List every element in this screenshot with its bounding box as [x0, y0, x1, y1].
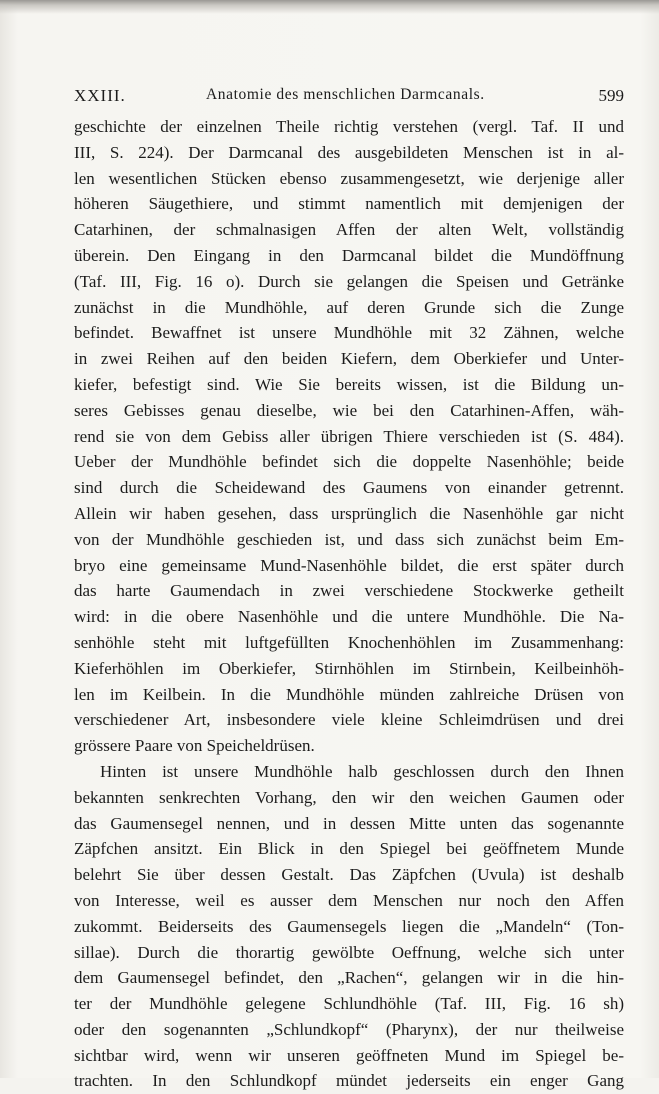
page-edge-shadow — [0, 0, 659, 14]
running-title: Anatomie des menschlichen Darmcanals. — [206, 86, 485, 103]
text-line: Ueber der Mundhöhle befindet sich die doppelte Nasenhöhle; beide — [74, 452, 624, 472]
text-line: Zäpfchen ansitzt. Ein Blick in den Spiegel bei geöffnetem Munde — [74, 839, 624, 859]
text-line: verschiedener Art, insbesondere viele kleine Schleimdrüsen und drei — [74, 710, 624, 730]
text-line: len wesentlichen Stücken ebenso zusammengesetzt, wie derjenige aller — [74, 168, 624, 188]
text-line: rend sie von dem Gebiss aller übrigen Thiere verschieden ist (S. 484). — [74, 426, 624, 446]
page-number: 599 — [598, 86, 624, 105]
text-line: bryo eine gemeinsame Mund-Nasenhöhle bildet, die erst später durch — [74, 555, 624, 575]
text-line: von Interesse, weil es ausser dem Menschen nur noch den Affen — [74, 890, 624, 910]
text-line: Catarhinen, der schmalnasigen Affen der alten Welt, vollständig — [74, 220, 624, 240]
text-line: len im Keilbein. In die Mundhöhle münden zahlreiche Drüsen von — [74, 684, 624, 704]
text-line: sillae). Durch die thorartig gewölbte Oeffnung, welche sich unter — [74, 942, 624, 962]
text-line: befindet. Bewaffnet ist unsere Mundhöhle mit 32 Zähnen, welche — [74, 323, 624, 343]
text-line: das Gaumensegel nennen, und in dessen Mitte unten das sogenannte — [74, 813, 624, 833]
text-line: in zwei Reihen auf den beiden Kiefern, dem Oberkiefer und Unter- — [74, 349, 624, 369]
text-line: III, S. 224). Der Darmcanal des ausgebildeten Menschen ist in al- — [74, 142, 624, 162]
text-line: sichtbar wird, wenn wir unseren geöffneten Mund im Spiegel be- — [74, 1045, 624, 1065]
text-line: Hinten ist unsere Mundhöhle halb geschlossen durch den Ihnen — [100, 761, 624, 781]
text-line: seres Gebisses genau dieselbe, wie bei den Catarhinen-Affen, wäh- — [74, 400, 624, 420]
text-line: grössere Paare von Speicheldrüsen. — [74, 736, 315, 756]
text-line: dem Gaumensegel befindet, den „Rachen“, gelangen wir in die hin- — [74, 968, 624, 988]
text-line: zunächst in die Mundhöhle, auf deren Grunde sich die Zunge — [74, 297, 624, 317]
text-line: trachten. In den Schlundkopf mündet jederseits ein enger Gang — [74, 1071, 624, 1091]
text-line: wird: in die obere Nasenhöhle und die untere Mundhöhle. Die Na- — [74, 607, 624, 627]
text-line: Allein wir haben gesehen, dass ursprünglich die Nasenhöhle gar nicht — [74, 503, 624, 523]
text-line: (Taf. III, Fig. 16 o). Durch sie gelangen die Speisen und Getränke — [74, 271, 624, 291]
text-line: oder den sogenannten „Schlundkopf“ (Pharynx), der nur theilweise — [74, 1019, 624, 1039]
text-line: überein. Den Eingang in den Darmcanal bildet die Mundöffnung — [74, 245, 624, 265]
text-line: Kieferhöhlen im Oberkiefer, Stirnhöhlen im Stirnbein, Keilbeinhöh- — [74, 658, 624, 678]
text-line: kiefer, befestigt sind. Wie Sie bereits wissen, ist die Bildung un- — [74, 374, 624, 394]
page-header — [74, 86, 624, 110]
text-line: das harte Gaumendach in zwei verschiedene Stockwerke getheilt — [74, 581, 624, 601]
text-line: höheren Säugethiere, und stimmt namentlich mit demjenigen der — [74, 194, 624, 214]
text-line: ter der Mundhöhle gelegene Schlundhöhle (Taf. III, Fig. 16 sh) — [74, 994, 624, 1014]
body-text — [74, 114, 624, 1094]
text-line: belehrt Sie über dessen Gestalt. Das Zäpfchen (Uvula) ist deshalb — [74, 865, 624, 885]
text-line: sind durch die Scheidewand des Gaumens von einander getrennt. — [74, 478, 624, 498]
text-line: zukommt. Beiderseits des Gaumensegels liegen die „Mandeln“ (Ton- — [74, 916, 624, 936]
text-line: senhöhle steht mit luftgefüllten Knochenhöhlen im Zusammenhang: — [74, 632, 624, 652]
text-line: geschichte der einzelnen Theile richtig verstehen (vergl. Taf. II und — [74, 117, 624, 136]
chapter-number: XXIII. — [74, 86, 126, 105]
text-line: bekannten senkrechten Vorhang, den wir den weichen Gaumen oder — [74, 787, 624, 807]
text-line: von der Mundhöhle geschieden ist, und dass sich zunächst beim Em- — [74, 529, 624, 549]
